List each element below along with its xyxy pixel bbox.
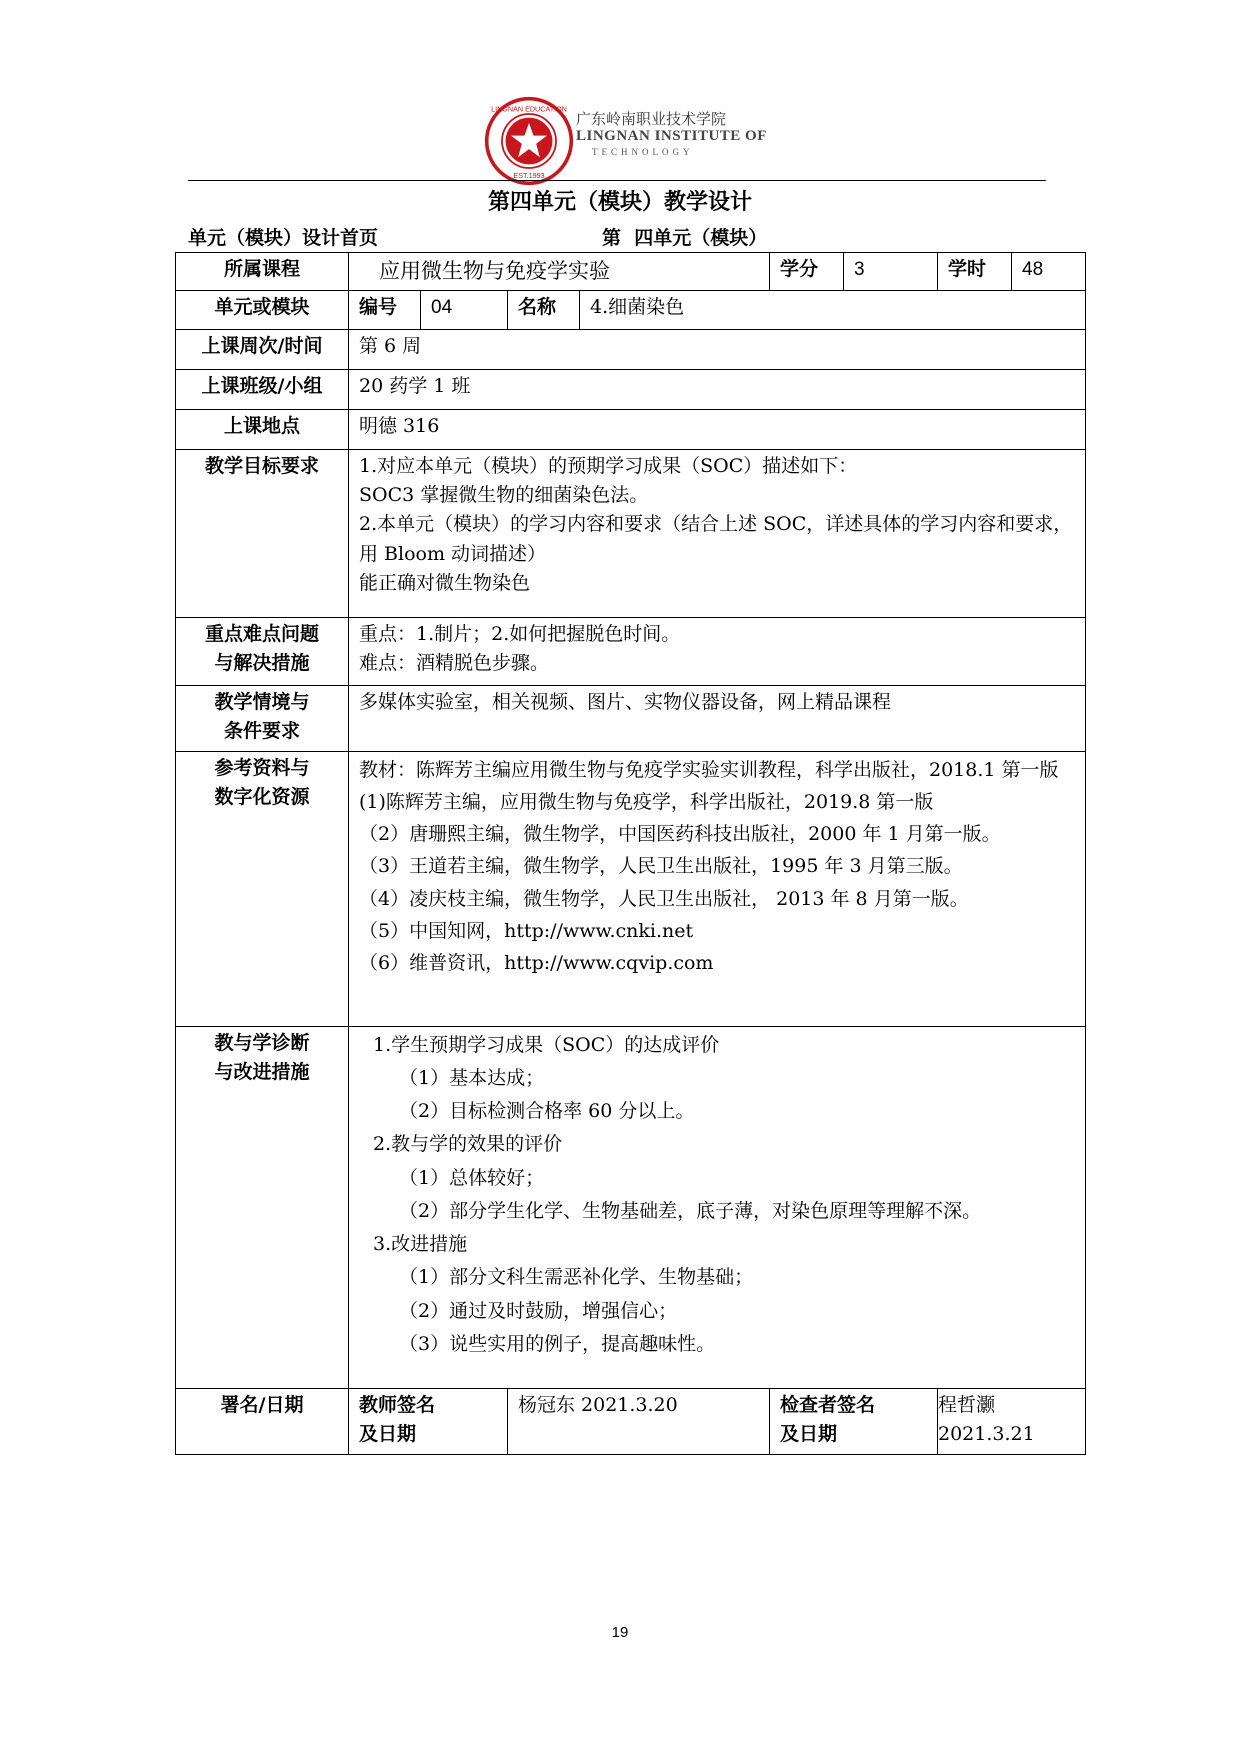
label-environment-line-1: 教学情境与 [214,690,310,713]
page-header [0,0,1240,185]
diagnosis-line-1: 1.学生预期学习成果（SOC）的达成评价 [373,1033,720,1056]
reference-item-2: （2）唐珊熙主编，微生物学，中国医药科技出版社，2000 年 1 月第一版。 [359,823,1001,846]
label-references-line-2: 数字化资源 [214,785,310,808]
credit-value: 3 [844,253,938,291]
key-points-content [349,617,1086,685]
header-rule [188,180,1046,181]
label-teacher-signature [349,1388,508,1454]
subhead-left: 单元（模块）设计首页 [188,227,379,249]
row-place [176,409,1086,449]
unit-name-value: 4.细菌染色 [580,290,1086,329]
row-goals [176,449,1086,617]
checker-signature-cell [938,1388,1086,1454]
label-key-points-line-1: 重点难点问题 [204,622,319,645]
document-title: 第四单元（模块）教学设计 [487,190,752,215]
label-checker-signature-line-1: 检查者签名 [780,1393,876,1416]
diagnosis-line-10: （3）说些实用的例子，提高趣味性。 [399,1332,716,1355]
unit-no-value: 04 [421,290,508,329]
label-unit-no: 编号 [349,290,421,329]
goals-content [349,449,1086,617]
row-key-points [176,617,1086,685]
label-diagnosis [176,1026,349,1388]
goals-line-3: 2.本单元（模块）的学习内容和要求（结合上述 SOC，详述具体的学习内容和要求，用 Bloom 动词描述） [359,513,1073,565]
hours-value: 48 [1012,253,1086,291]
diagnosis-line-7: 3.改进措施 [373,1233,468,1256]
label-environment-line-2: 条件要求 [223,719,300,742]
svg-text:EST.1993: EST.1993 [513,170,545,180]
row-references [176,751,1086,1026]
page-number: 19 [611,1624,629,1641]
subhead-right: 第 四单元（模块） [602,227,768,249]
diagnosis-line-4: 2.教与学的效果的评价 [373,1133,563,1156]
diagnosis-line-2: （1）基本达成； [399,1066,545,1089]
reference-item-3: （3）王道若主编，微生物学，人民卫生出版社，1995 年 3 月第三版。 [359,855,963,878]
label-signature: 署名/日期 [176,1388,349,1454]
label-checker-signature [770,1388,938,1454]
reference-item-4: （4）凌庆枝主编，微生物学，人民卫生出版社， 2013 年 8 月第一版。 [359,887,969,910]
design-table [175,252,1086,1455]
label-diagnosis-line-1: 教与学诊断 [214,1031,310,1054]
school-name-cn: 广东岭南职业技术学院 [576,110,727,128]
label-credit: 学分 [770,253,844,291]
references-content [349,751,1086,1026]
goals-line-1: 1.对应本单元（模块）的预期学习成果（SOC）描述如下： [359,454,858,477]
school-logo-icon [484,96,574,186]
label-goals: 教学目标要求 [176,449,349,617]
label-references-line-1: 参考资料与 [214,756,310,779]
label-unit-name: 名称 [508,290,580,329]
week-value: 第 6 周 [349,329,1086,369]
row-diagnosis [176,1026,1086,1388]
class-value: 20 药学 1 班 [349,369,1086,409]
label-week: 上课周次/时间 [176,329,349,369]
goals-line-4: 能正确对微生物染色 [359,572,531,595]
label-environment [176,685,349,751]
label-unit: 单元或模块 [176,290,349,329]
label-place: 上课地点 [176,409,349,449]
row-week [176,329,1086,369]
diagnosis-line-8: （1）部分文科生需恶补化学、生物基础； [399,1266,754,1289]
label-checker-signature-line-2: 及日期 [780,1422,838,1445]
row-environment [176,685,1086,751]
diagnosis-line-9: （2）通过及时鼓励，增强信心； [399,1299,678,1322]
reference-item-1: (1)陈辉芳主编，应用微生物与免疫学，科学出版社，2019.8 第一版 [359,790,934,813]
diagnosis-line-3: （2）目标检测合格率 60 分以上。 [399,1100,695,1123]
label-hours: 学时 [938,253,1012,291]
school-name-en: LINGNAN INSTITUTE OF [576,128,767,144]
label-key-points-line-2: 与解决措施 [214,651,310,674]
reference-textbook: 教材：陈辉芳主编应用微生物与免疫学实验实训教程，科学出版社，2018.1 第一版 [359,758,1059,781]
label-teacher-signature-line-1: 教师签名 [359,1393,436,1416]
goals-line-2: SOC3 掌握微生物的细菌染色法。 [359,483,649,506]
row-course [176,253,1086,291]
reference-item-5: （5）中国知网，http://www.cnki.net [359,920,694,943]
environment-value: 多媒体实验室，相关视频、图片、实物仪器设备，网上精品课程 [349,685,1086,751]
svg-text:LINGNAN EDUCATION: LINGNAN EDUCATION [491,104,567,114]
diagnosis-line-6: （2）部分学生化学、生物基础差，底子薄，对染色原理等理解不深。 [399,1199,982,1222]
row-unit [176,290,1086,329]
label-class: 上课班级/小组 [176,369,349,409]
key-points-line-2: 难点：酒精脱色步骤。 [359,651,550,674]
label-teacher-signature-line-2: 及日期 [359,1422,417,1445]
row-class [176,369,1086,409]
label-course: 所属课程 [176,253,349,291]
diagnosis-line-5: （1）总体较好； [399,1166,545,1189]
label-diagnosis-line-2: 与改进措施 [214,1060,310,1083]
label-references [176,751,349,1026]
key-points-line-1: 重点：1.制片；2.如何把握脱色时间。 [359,622,681,645]
teacher-signature-value: 杨冠东 2021.3.20 [508,1388,770,1454]
place-value: 明德 316 [349,409,1086,449]
course-value: 应用微生物与免疫学实验 [349,253,770,291]
diagnosis-content [349,1026,1086,1388]
school-name-en-line2: TECHNOLOGY [592,147,694,157]
reference-item-6: （6）维普资讯，http://www.cqvip.com [359,952,714,975]
checker-signature-value: 程哲灏 2021.3.21 [938,1393,1035,1446]
label-key-points [176,617,349,685]
row-signature [176,1388,1086,1454]
